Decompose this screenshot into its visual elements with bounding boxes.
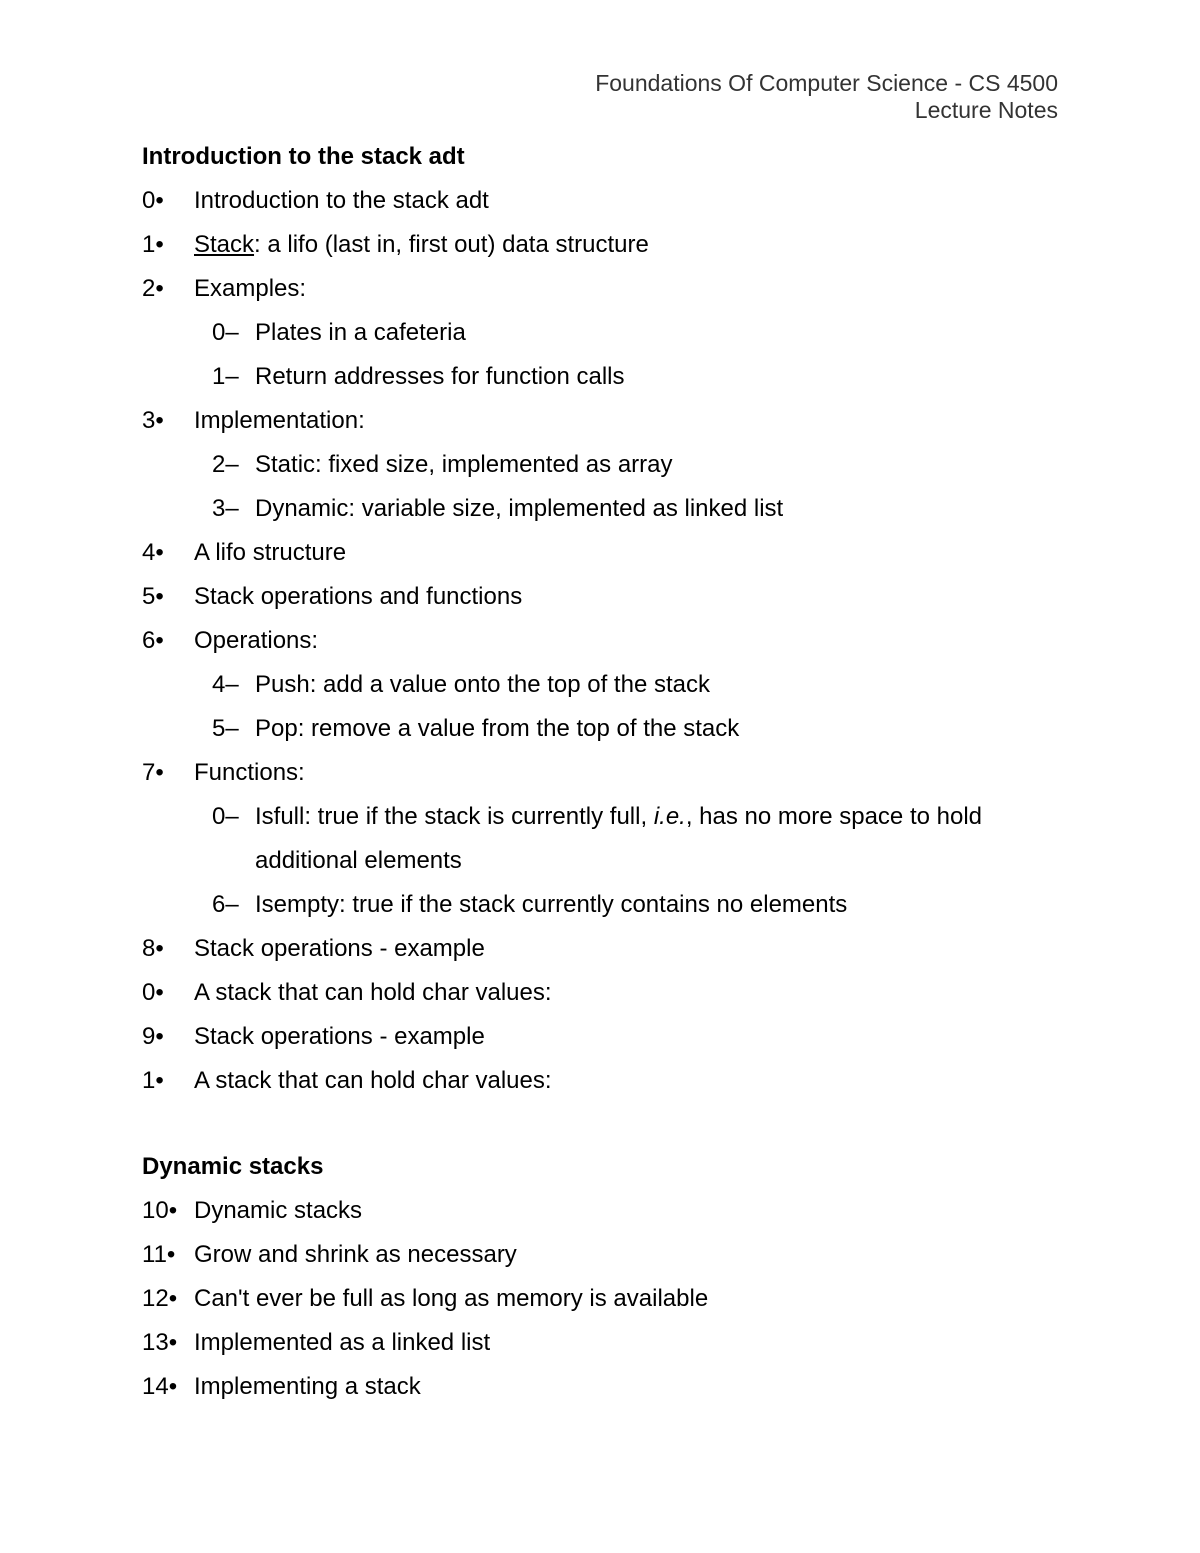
item-text: Implementing a stack (194, 1373, 421, 1400)
list-item (142, 1195, 1082, 1239)
item-text: Stack operations and functions (194, 583, 523, 610)
bullet-marker: 4• (142, 539, 164, 566)
item-text: A stack that can hold char values: (194, 1067, 552, 1094)
item-text: Stack operations - example (194, 935, 485, 962)
item-text (194, 229, 649, 261)
list-item (142, 977, 1082, 1021)
bullet-marker: 8• (142, 935, 164, 962)
item-text: Functions: (194, 759, 305, 786)
bullet-marker: 11• (142, 1241, 176, 1268)
bullet-marker: 5• (142, 583, 164, 610)
item-text: Dynamic stacks (194, 1197, 363, 1224)
item-text: Return addresses for function calls (255, 363, 625, 390)
bullet-marker: 0• (142, 979, 164, 1006)
bullet-marker: 1• (142, 231, 164, 258)
dash-marker: 6– (212, 891, 239, 918)
list-item (142, 933, 1082, 977)
document-type: Lecture Notes (914, 97, 1058, 123)
section-stack-adt (142, 141, 1082, 1109)
item-text: Plates in a cafeteria (255, 319, 466, 346)
dash-marker: 0– (212, 319, 239, 346)
item-text: A stack that can hold char values: (194, 979, 552, 1006)
item-text: Can't ever be full as long as memory is available (194, 1285, 709, 1312)
bullet-marker: 7• (142, 759, 164, 786)
item-text: Static: fixed size, implemented as array (255, 451, 673, 478)
item-text: Grow and shrink as necessary (194, 1241, 517, 1268)
sub-list-item (142, 361, 1082, 405)
item-text: Operations: (194, 627, 319, 654)
bullet-marker: 1• (142, 1067, 164, 1094)
section-title: Dynamic stacks (142, 1153, 324, 1180)
dash-marker: 2– (212, 451, 239, 478)
bullet-marker: 0• (142, 187, 164, 214)
sub-list-item (142, 801, 1082, 889)
list-item (142, 537, 1082, 581)
bullet-marker: 9• (142, 1023, 164, 1050)
section-dynamic-stacks (142, 1151, 1082, 1415)
bullet-marker: 14• (142, 1373, 178, 1400)
item-text (255, 795, 1082, 883)
item-text: Examples: (194, 275, 307, 302)
sub-list-item (142, 493, 1082, 537)
bullet-marker: 13• (142, 1329, 178, 1356)
text-before: Isfull: true if the stack is currently full, (255, 803, 654, 830)
bullet-marker: 6• (142, 627, 164, 654)
section-title: Introduction to the stack adt (142, 143, 465, 170)
course-title: Foundations Of Computer Science - CS 4500 (595, 70, 1058, 96)
page-header (595, 70, 1058, 124)
list-item (142, 581, 1082, 625)
italic-abbrev: i.e. (653, 803, 686, 830)
item-text: Push: add a value onto the top of the stack (255, 671, 710, 698)
dash-marker: 4– (212, 671, 239, 698)
dash-marker: 5– (212, 715, 239, 742)
bullet-marker: 10• (142, 1197, 178, 1224)
sub-list-item (142, 889, 1082, 933)
bullet-marker: 3• (142, 407, 164, 434)
list-item (142, 229, 1082, 273)
term-definition: : a lifo (last in, first out) data structure (254, 231, 649, 258)
list-item (142, 1021, 1082, 1065)
item-text: Isempty: true if the stack currently contains no elements (255, 891, 848, 918)
bullet-marker: 2• (142, 275, 164, 302)
sub-list-item (142, 713, 1082, 757)
term-stack: Stack (194, 231, 255, 258)
list-item (142, 1065, 1082, 1109)
item-text: Stack operations - example (194, 1023, 485, 1050)
list-item (142, 1239, 1082, 1283)
item-text: A lifo structure (194, 539, 347, 566)
dash-marker: 0– (212, 803, 239, 830)
item-text: Introduction to the stack adt (194, 187, 489, 214)
item-text: Pop: remove a value from the top of the stack (255, 715, 740, 742)
dash-marker: 1– (212, 363, 239, 390)
list-item (142, 1283, 1082, 1327)
item-text: Dynamic: variable size, implemented as linked list (255, 495, 784, 522)
dash-marker: 3– (212, 495, 239, 522)
list-item (142, 1371, 1082, 1415)
list-item (142, 185, 1082, 229)
bullet-marker: 12• (142, 1285, 178, 1312)
text-after: , has no more space to hold additional elements (255, 803, 983, 874)
item-text: Implemented as a linked list (194, 1329, 491, 1356)
list-item (142, 1327, 1082, 1371)
item-text: Implementation: (194, 407, 365, 434)
